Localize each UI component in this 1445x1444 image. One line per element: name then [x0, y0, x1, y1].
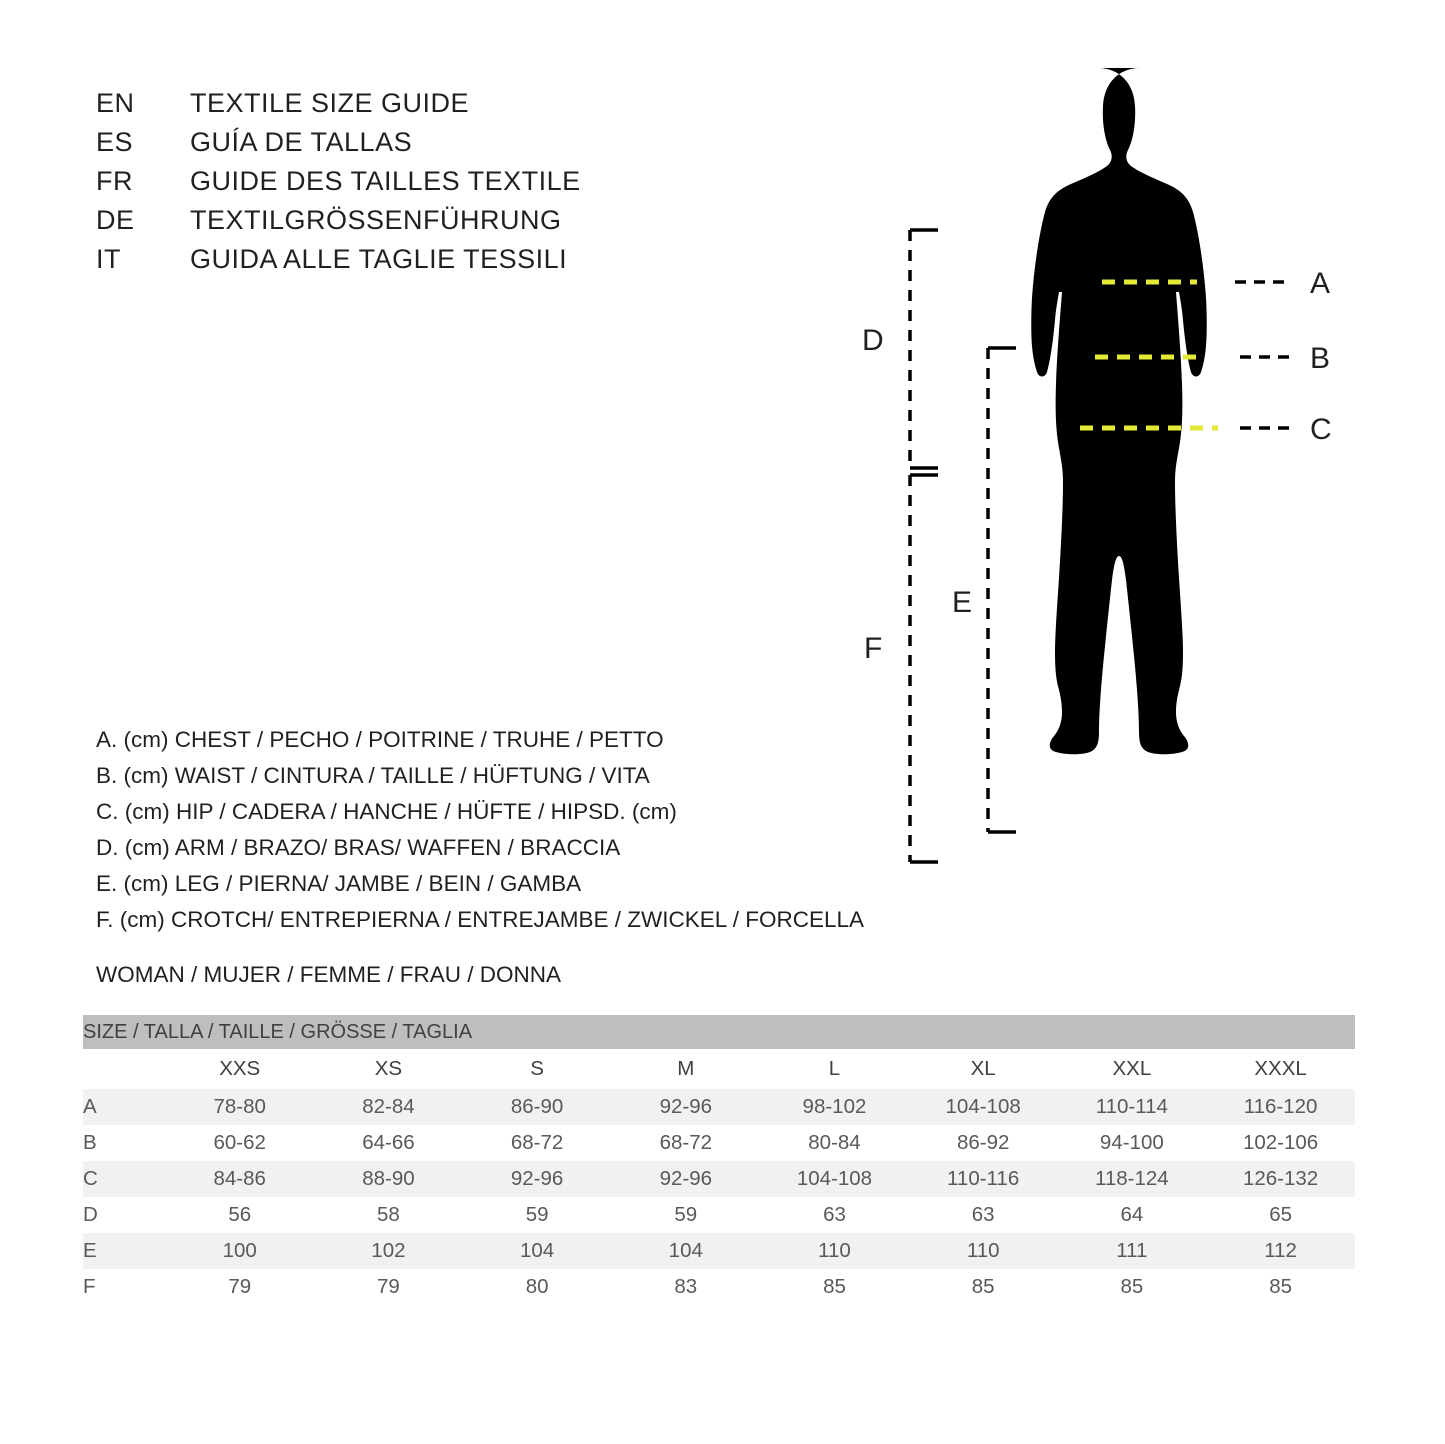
measurement-figure — [840, 50, 1400, 910]
table-row — [83, 1125, 1355, 1161]
legend-item-f: F. (cm) CROTCH/ ENTREPIERNA / ENTREJAMBE / ZWICKEL / FORCELLA — [96, 907, 864, 932]
label-a: A — [1310, 267, 1331, 300]
cell-e-xxl: 111 — [1058, 1233, 1207, 1269]
title-lang-en: EN — [96, 88, 135, 118]
table-row — [83, 1269, 1355, 1305]
title-text-es: GUÍA DE TALLAS — [190, 127, 413, 157]
cell-e-xs: 102 — [314, 1233, 463, 1269]
size-table — [83, 1015, 1355, 1305]
arm-dimension-bracket — [910, 230, 938, 468]
title-lang-it: IT — [96, 244, 121, 274]
table-row — [83, 1197, 1355, 1233]
cell-c-xs: 88-90 — [314, 1161, 463, 1197]
header-xxxl: XXXL — [1206, 1049, 1355, 1089]
table-caption-row — [83, 1015, 1355, 1049]
header-l: L — [760, 1049, 909, 1089]
cell-f-m: 83 — [611, 1269, 760, 1305]
cell-e-l: 110 — [760, 1233, 909, 1269]
cell-e-xl: 110 — [909, 1233, 1058, 1269]
cell-f-xxxl: 85 — [1206, 1269, 1355, 1305]
cell-c-xxl: 118-124 — [1058, 1161, 1207, 1197]
table-row — [83, 1161, 1355, 1197]
cell-c-l: 104-108 — [760, 1161, 909, 1197]
row-label-b: B — [83, 1125, 165, 1161]
label-leader-lines — [1235, 282, 1290, 428]
label-d: D — [862, 324, 884, 357]
cell-f-xxs: 79 — [165, 1269, 314, 1305]
title-row — [96, 166, 581, 205]
row-label-f: F — [83, 1269, 165, 1305]
crotch-dimension-bracket — [910, 475, 938, 862]
cell-a-s: 86-90 — [463, 1089, 612, 1125]
header-xl: XL — [909, 1049, 1058, 1089]
title-row — [96, 88, 581, 127]
cell-b-xxxl: 102-106 — [1206, 1125, 1355, 1161]
cell-b-xxs: 60-62 — [165, 1125, 314, 1161]
table-row — [83, 1233, 1355, 1269]
cell-d-xxl: 64 — [1058, 1197, 1207, 1233]
cell-e-xxs: 100 — [165, 1233, 314, 1269]
legend-item-b: B. (cm) WAIST / CINTURA / TAILLE / HÜFTUNG / VITA — [96, 763, 650, 788]
row-label-e: E — [83, 1233, 165, 1269]
cell-d-xs: 58 — [314, 1197, 463, 1233]
table-row — [83, 1089, 1355, 1125]
leg-dimension-bracket — [988, 348, 1016, 832]
header-xxs: XXS — [165, 1049, 314, 1089]
cell-c-xxs: 84-86 — [165, 1161, 314, 1197]
cell-b-s: 68-72 — [463, 1125, 612, 1161]
cell-b-xl: 86-92 — [909, 1125, 1058, 1161]
cell-d-m: 59 — [611, 1197, 760, 1233]
title-text-it: GUIDA ALLE TAGLIE TESSILI — [190, 244, 568, 274]
cell-d-xl: 63 — [909, 1197, 1058, 1233]
title-block — [96, 88, 581, 283]
cell-a-xl: 104-108 — [909, 1089, 1058, 1125]
title-lang-de: DE — [96, 205, 135, 235]
cell-d-xxs: 56 — [165, 1197, 314, 1233]
gender-caption: WOMAN / MUJER / FEMME / FRAU / DONNA — [96, 962, 561, 987]
cell-a-xxs: 78-80 — [165, 1089, 314, 1125]
cell-a-m: 92-96 — [611, 1089, 760, 1125]
title-lang-fr: FR — [96, 166, 133, 196]
cell-b-m: 68-72 — [611, 1125, 760, 1161]
table-header-row — [83, 1049, 1355, 1089]
row-label-a: A — [83, 1089, 165, 1125]
legend-item-a: A. (cm) CHEST / PECHO / POITRINE / TRUHE / PETTO — [96, 727, 664, 752]
cell-b-xs: 64-66 — [314, 1125, 463, 1161]
cell-f-xxl: 85 — [1058, 1269, 1207, 1305]
cell-b-xxl: 94-100 — [1058, 1125, 1207, 1161]
title-lang-es: ES — [96, 127, 134, 157]
title-row — [96, 205, 581, 244]
measurement-legend — [96, 722, 864, 938]
header-xs: XS — [314, 1049, 463, 1089]
label-e: E — [952, 586, 973, 619]
row-label-c: C — [83, 1161, 165, 1197]
row-label-d: D — [83, 1197, 165, 1233]
header-xxl: XXL — [1058, 1049, 1207, 1089]
cell-f-xl: 85 — [909, 1269, 1058, 1305]
title-text-fr: GUIDE DES TAILLES TEXTILE — [190, 166, 581, 196]
female-silhouette-icon — [1031, 68, 1207, 754]
cell-d-xxxl: 65 — [1206, 1197, 1355, 1233]
cell-a-xxl: 110-114 — [1058, 1089, 1207, 1125]
label-c: C — [1310, 413, 1332, 446]
header-blank — [83, 1049, 165, 1089]
label-f: F — [864, 632, 883, 665]
cell-a-xs: 82-84 — [314, 1089, 463, 1125]
cell-c-xxxl: 126-132 — [1206, 1161, 1355, 1197]
cell-e-m: 104 — [611, 1233, 760, 1269]
cell-a-l: 98-102 — [760, 1089, 909, 1125]
cell-c-xl: 110-116 — [909, 1161, 1058, 1197]
cell-f-xs: 79 — [314, 1269, 463, 1305]
title-row — [96, 244, 581, 283]
title-text-de: TEXTILGRÖSSENFÜHRUNG — [190, 205, 562, 235]
label-b: B — [1310, 342, 1331, 375]
legend-item-d: D. (cm) ARM / BRAZO/ BRAS/ WAFFEN / BRACCIA — [96, 835, 621, 860]
legend-item-c: C. (cm) HIP / CADERA / HANCHE / HÜFTE / HIPSD. (cm) — [96, 799, 677, 824]
cell-a-xxxl: 116-120 — [1206, 1089, 1355, 1125]
cell-e-xxxl: 112 — [1206, 1233, 1355, 1269]
title-text-en: TEXTILE SIZE GUIDE — [190, 88, 470, 118]
cell-f-s: 80 — [463, 1269, 612, 1305]
cell-f-l: 85 — [760, 1269, 909, 1305]
table-caption: SIZE / TALLA / TAILLE / GRÖSSE / TAGLIA — [83, 1015, 1355, 1049]
legend-item-e: E. (cm) LEG / PIERNA/ JAMBE / BEIN / GAMBA — [96, 871, 582, 896]
cell-c-m: 92-96 — [611, 1161, 760, 1197]
title-row — [96, 127, 581, 166]
cell-d-l: 63 — [760, 1197, 909, 1233]
cell-d-s: 59 — [463, 1197, 612, 1233]
header-s: S — [463, 1049, 612, 1089]
cell-b-l: 80-84 — [760, 1125, 909, 1161]
cell-e-s: 104 — [463, 1233, 612, 1269]
header-m: M — [611, 1049, 760, 1089]
cell-c-s: 92-96 — [463, 1161, 612, 1197]
